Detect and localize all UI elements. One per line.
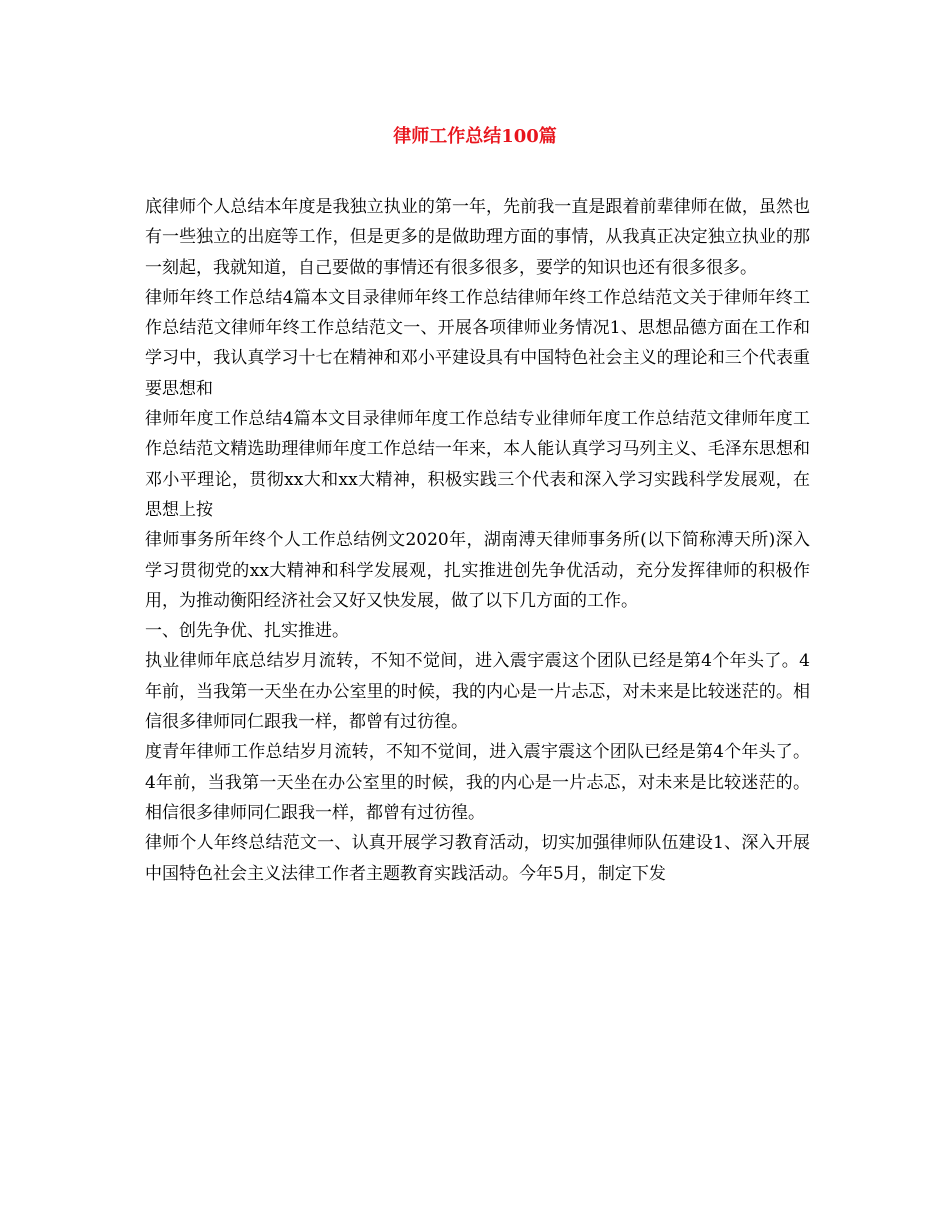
paragraph-1: 底律师个人总结本年度是我独立执业的第一年，先前我一直是跟着前辈律师在做，虽然也有一些独立的出庭等工作，但是更多的是做助理方面的事情，从我真正决定独立执业的那一刻起，我就知道，自己要做的事情还有很多很多，要学的知识也还有很多很多。 — [145, 197, 810, 278]
document-body — [145, 192, 810, 889]
paragraph-8: 律师个人年终总结范文一、认真开展学习教育活动，切实加强律师队伍建设1、深入开展中国特色社会主义法律工作者主题教育实践活动。今年5月，制定下发 — [145, 833, 810, 884]
paragraph-5: 一、创先争优、扎实推进。 — [145, 621, 349, 642]
paragraph-2: 律师年终工作总结4篇本文目录律师年终工作总结律师年终工作总结范文关于律师年终工作总结范文律师年终工作总结范文一、开展各项律师业务情况1、思想品德方面在工作和学习中，我认真学习十七在精神和邓小平建设具有中国特色社会主义的理论和三个代表重要思想和 — [145, 287, 810, 399]
document-title: 律师工作总结100篇 — [393, 126, 557, 147]
paragraph-4: 律师事务所年终个人工作总结例文2020年，湖南溥天律师事务所(以下简称溥天所)深入学习贯彻党的xx大精神和科学发展观，扎实推进创先争优活动，充分发挥律师的积极作用，为推动衡阳经济社会又好又快发展，做了以下几方面的工作。 — [145, 530, 810, 611]
paragraph-3: 律师年度工作总结4篇本文目录律师年度工作总结专业律师年度工作总结范文律师年度工作总结范文精选助理律师年度工作总结一年来，本人能认真学习马列主义、毛泽东思想和邓小平理论，贯彻xx大和xx大精神，积极实践三个代表和深入学习实践科学发展观，在思想上按 — [145, 409, 810, 520]
paragraph-7: 度青年律师工作总结岁月流转，不知不觉间，进入震宇震这个团队已经是第4个年头了。4年前，当我第一天坐在办公室里的时候，我的内心是一片忐忑，对未来是比较迷茫的。相信很多律师同仁跟我一样，都曾有过彷徨。 — [145, 742, 810, 823]
paragraph-6: 执业律师年底总结岁月流转，不知不觉间，进入震宇震这个团队已经是第4个年头了。4年前，当我第一天坐在办公室里的时候，我的内心是一片忐忑，对未来是比较迷茫的。相信很多律师同仁跟我一样，都曾有过彷徨。 — [145, 651, 810, 733]
